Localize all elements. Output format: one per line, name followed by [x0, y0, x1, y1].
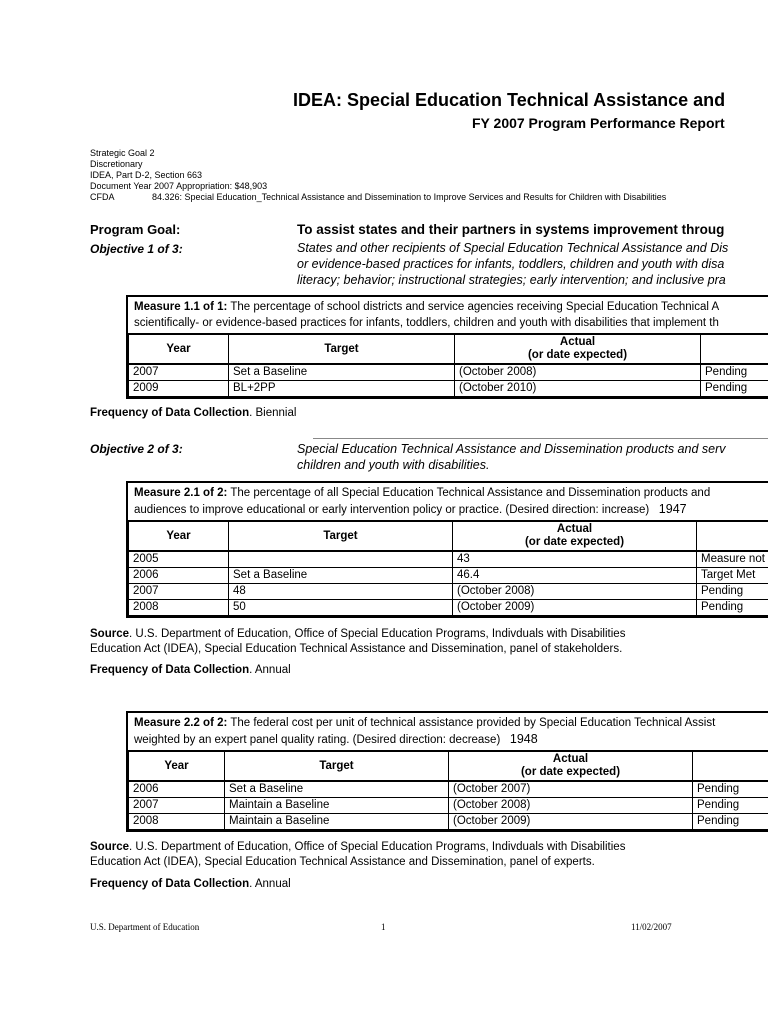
cell-target: Set a Baseline	[225, 781, 449, 798]
footer-department: U.S. Department of Education	[90, 922, 200, 932]
cell-actual: (October 2010)	[455, 381, 701, 397]
measure-desc-line: weighted by an expert panel quality rating. (Desired direction: decrease)	[134, 734, 501, 746]
header-actual: Actual (or date expected)	[453, 521, 697, 551]
objective-1-line: or evidence-based practices for infants, toddlers, children and youth with disa	[297, 257, 725, 271]
table-row	[129, 584, 768, 600]
table-row	[129, 781, 768, 798]
measure-2-2-table	[128, 750, 768, 830]
meta-appropriation: Document Year 2007 Appropriation: $48,903	[90, 181, 268, 191]
cell-year: 2006	[129, 781, 225, 798]
objective-2-label: Objective 2 of 3:	[90, 442, 183, 456]
cell-status: Pending	[701, 364, 768, 381]
header-actual: Actual (or date expected)	[455, 334, 701, 364]
cell-target: BL+2PP	[229, 381, 455, 397]
cell-target: 48	[229, 584, 453, 600]
cell-actual: (October 2008)	[453, 584, 697, 600]
cell-status: Pending	[693, 814, 768, 830]
cell-year: 2005	[129, 551, 229, 568]
measure-2-2-box	[126, 711, 768, 832]
cell-target: Set a Baseline	[229, 568, 453, 584]
meta-discretionary: Discretionary	[90, 159, 143, 169]
table-header-row	[129, 521, 768, 551]
cell-target: Maintain a Baseline	[225, 798, 449, 814]
table-row	[129, 381, 768, 397]
cell-status: Target Met	[697, 568, 768, 584]
measure-2-1-box	[126, 481, 768, 618]
cell-actual: 43	[453, 551, 697, 568]
measure-1-1-desc	[128, 297, 768, 333]
header-target: Target	[225, 751, 449, 781]
cell-status: Measure not	[697, 551, 768, 568]
measure-desc-line: The percentage of all Special Education Technical Assistance and Dissemination products and	[230, 487, 711, 499]
table-row	[129, 814, 768, 830]
table-header-row	[129, 751, 768, 781]
cell-actual: (October 2009)	[449, 814, 693, 830]
objective-2-text	[297, 441, 725, 473]
measure-1-1-box	[126, 295, 768, 399]
table-row	[129, 364, 768, 381]
cell-status: Pending	[693, 798, 768, 814]
header-target: Target	[229, 521, 453, 551]
cell-status: Pending	[697, 584, 768, 600]
divider	[313, 438, 768, 439]
cell-year: 2009	[129, 381, 229, 397]
source-label: Source	[90, 841, 129, 853]
header-status	[701, 334, 768, 364]
measure-desc-line: scientifically- or evidence-based practices for infants, toddlers, children and youth with disabilities that implement th	[134, 317, 719, 329]
program-goal-text: To assist states and their partners in systems improvement throug	[297, 222, 725, 237]
measure-2-1-desc	[128, 483, 768, 520]
meta-cfda-value: 84.326: Special Education_Technical Assistance and Dissemination to Improve Services and Results for Children with Disabilities	[152, 192, 667, 202]
cell-actual: 46.4	[453, 568, 697, 584]
page-title: IDEA: Special Education Technical Assistance and	[293, 90, 726, 110]
meta-idea-section: IDEA, Part D-2, Section 663	[90, 170, 203, 180]
objective-1-label: Objective 1 of 3:	[90, 242, 183, 256]
frequency-2: Frequency of Data Collection. Annual	[90, 664, 291, 676]
frequency-3: Frequency of Data Collection. Annual	[90, 878, 291, 890]
table-row	[129, 600, 768, 616]
cell-year: 2006	[129, 568, 229, 584]
table-row	[129, 568, 768, 584]
source-3: Source. U.S. Department of Education, Office of Special Education Programs, Indivduals with Disabilities Education Act (IDEA), Special Education Technical Assistance and Dissemination, panel of experts.	[90, 841, 626, 868]
measure-code: 1948	[509, 732, 538, 746]
header-year: Year	[129, 521, 229, 551]
cell-status: Pending	[697, 600, 768, 616]
objective-1-text	[297, 240, 728, 288]
table-row	[129, 551, 768, 568]
cell-status: Pending	[693, 781, 768, 798]
measure-1-1-table	[128, 333, 768, 397]
measure-2-1-table	[128, 520, 768, 616]
measure-label: Measure 2.2 of 2:	[134, 717, 228, 729]
cell-status: Pending	[701, 381, 768, 397]
measure-2-2-desc	[128, 713, 768, 750]
cell-year: 2007	[129, 798, 225, 814]
frequency-1: Frequency of Data Collection. Biennial	[90, 407, 297, 419]
cell-year: 2008	[129, 600, 229, 616]
meta-strategic-goal: Strategic Goal 2	[90, 148, 155, 158]
measure-label: Measure 2.1 of 2:	[134, 487, 228, 499]
objective-2-line: children and youth with disabilities.	[297, 458, 490, 472]
header-actual: Actual (or date expected)	[449, 751, 693, 781]
measure-code: 1947	[658, 502, 687, 516]
table-row	[129, 798, 768, 814]
source-label: Source	[90, 628, 129, 640]
cell-actual: (October 2007)	[449, 781, 693, 798]
header-status	[693, 751, 768, 781]
objective-1-line: States and other recipients of Special Education Technical Assistance and Dis	[297, 241, 729, 255]
header-year: Year	[129, 751, 225, 781]
source-2: Source. U.S. Department of Education, Office of Special Education Programs, Indivduals with Disabilities Education Act (IDEA), Special Education Technical Assistance and Dissemination, panel of stakeholders.	[90, 628, 626, 655]
header-year: Year	[129, 334, 229, 364]
measure-desc-line: audiences to improve educational or early intervention policy or practice. (Desired direction: increase)	[134, 504, 650, 516]
measure-label: Measure 1.1 of 1:	[134, 301, 228, 313]
cell-actual: (October 2009)	[453, 600, 697, 616]
cell-year: 2007	[129, 584, 229, 600]
cell-target: 50	[229, 600, 453, 616]
header-status	[697, 521, 768, 551]
meta-cfda-label: CFDA	[90, 192, 115, 202]
measure-desc-line: The federal cost per unit of technical assistance provided by Special Education Technical Assist	[230, 717, 716, 729]
cell-target	[229, 551, 453, 568]
program-goal-label: Program Goal:	[90, 222, 181, 237]
cell-actual: (October 2008)	[449, 798, 693, 814]
table-header-row	[129, 334, 768, 364]
header-target: Target	[229, 334, 455, 364]
cell-target: Maintain a Baseline	[225, 814, 449, 830]
objective-1-line: literacy; behavior; instructional strategies; early intervention; and inclusive pra	[297, 273, 726, 287]
cell-actual: (October 2008)	[455, 364, 701, 381]
footer-date: 11/02/2007	[631, 922, 672, 932]
cell-year: 2007	[129, 364, 229, 381]
measure-desc-line: The percentage of school districts and service agencies receiving Special Education Technical A	[230, 301, 720, 313]
page-subtitle: FY 2007 Program Performance Report	[472, 115, 725, 131]
cell-year: 2008	[129, 814, 225, 830]
footer-page-number: 1	[381, 922, 386, 932]
cell-target: Set a Baseline	[229, 364, 455, 381]
objective-2-line: Special Education Technical Assistance and Dissemination products and serv	[297, 442, 726, 456]
